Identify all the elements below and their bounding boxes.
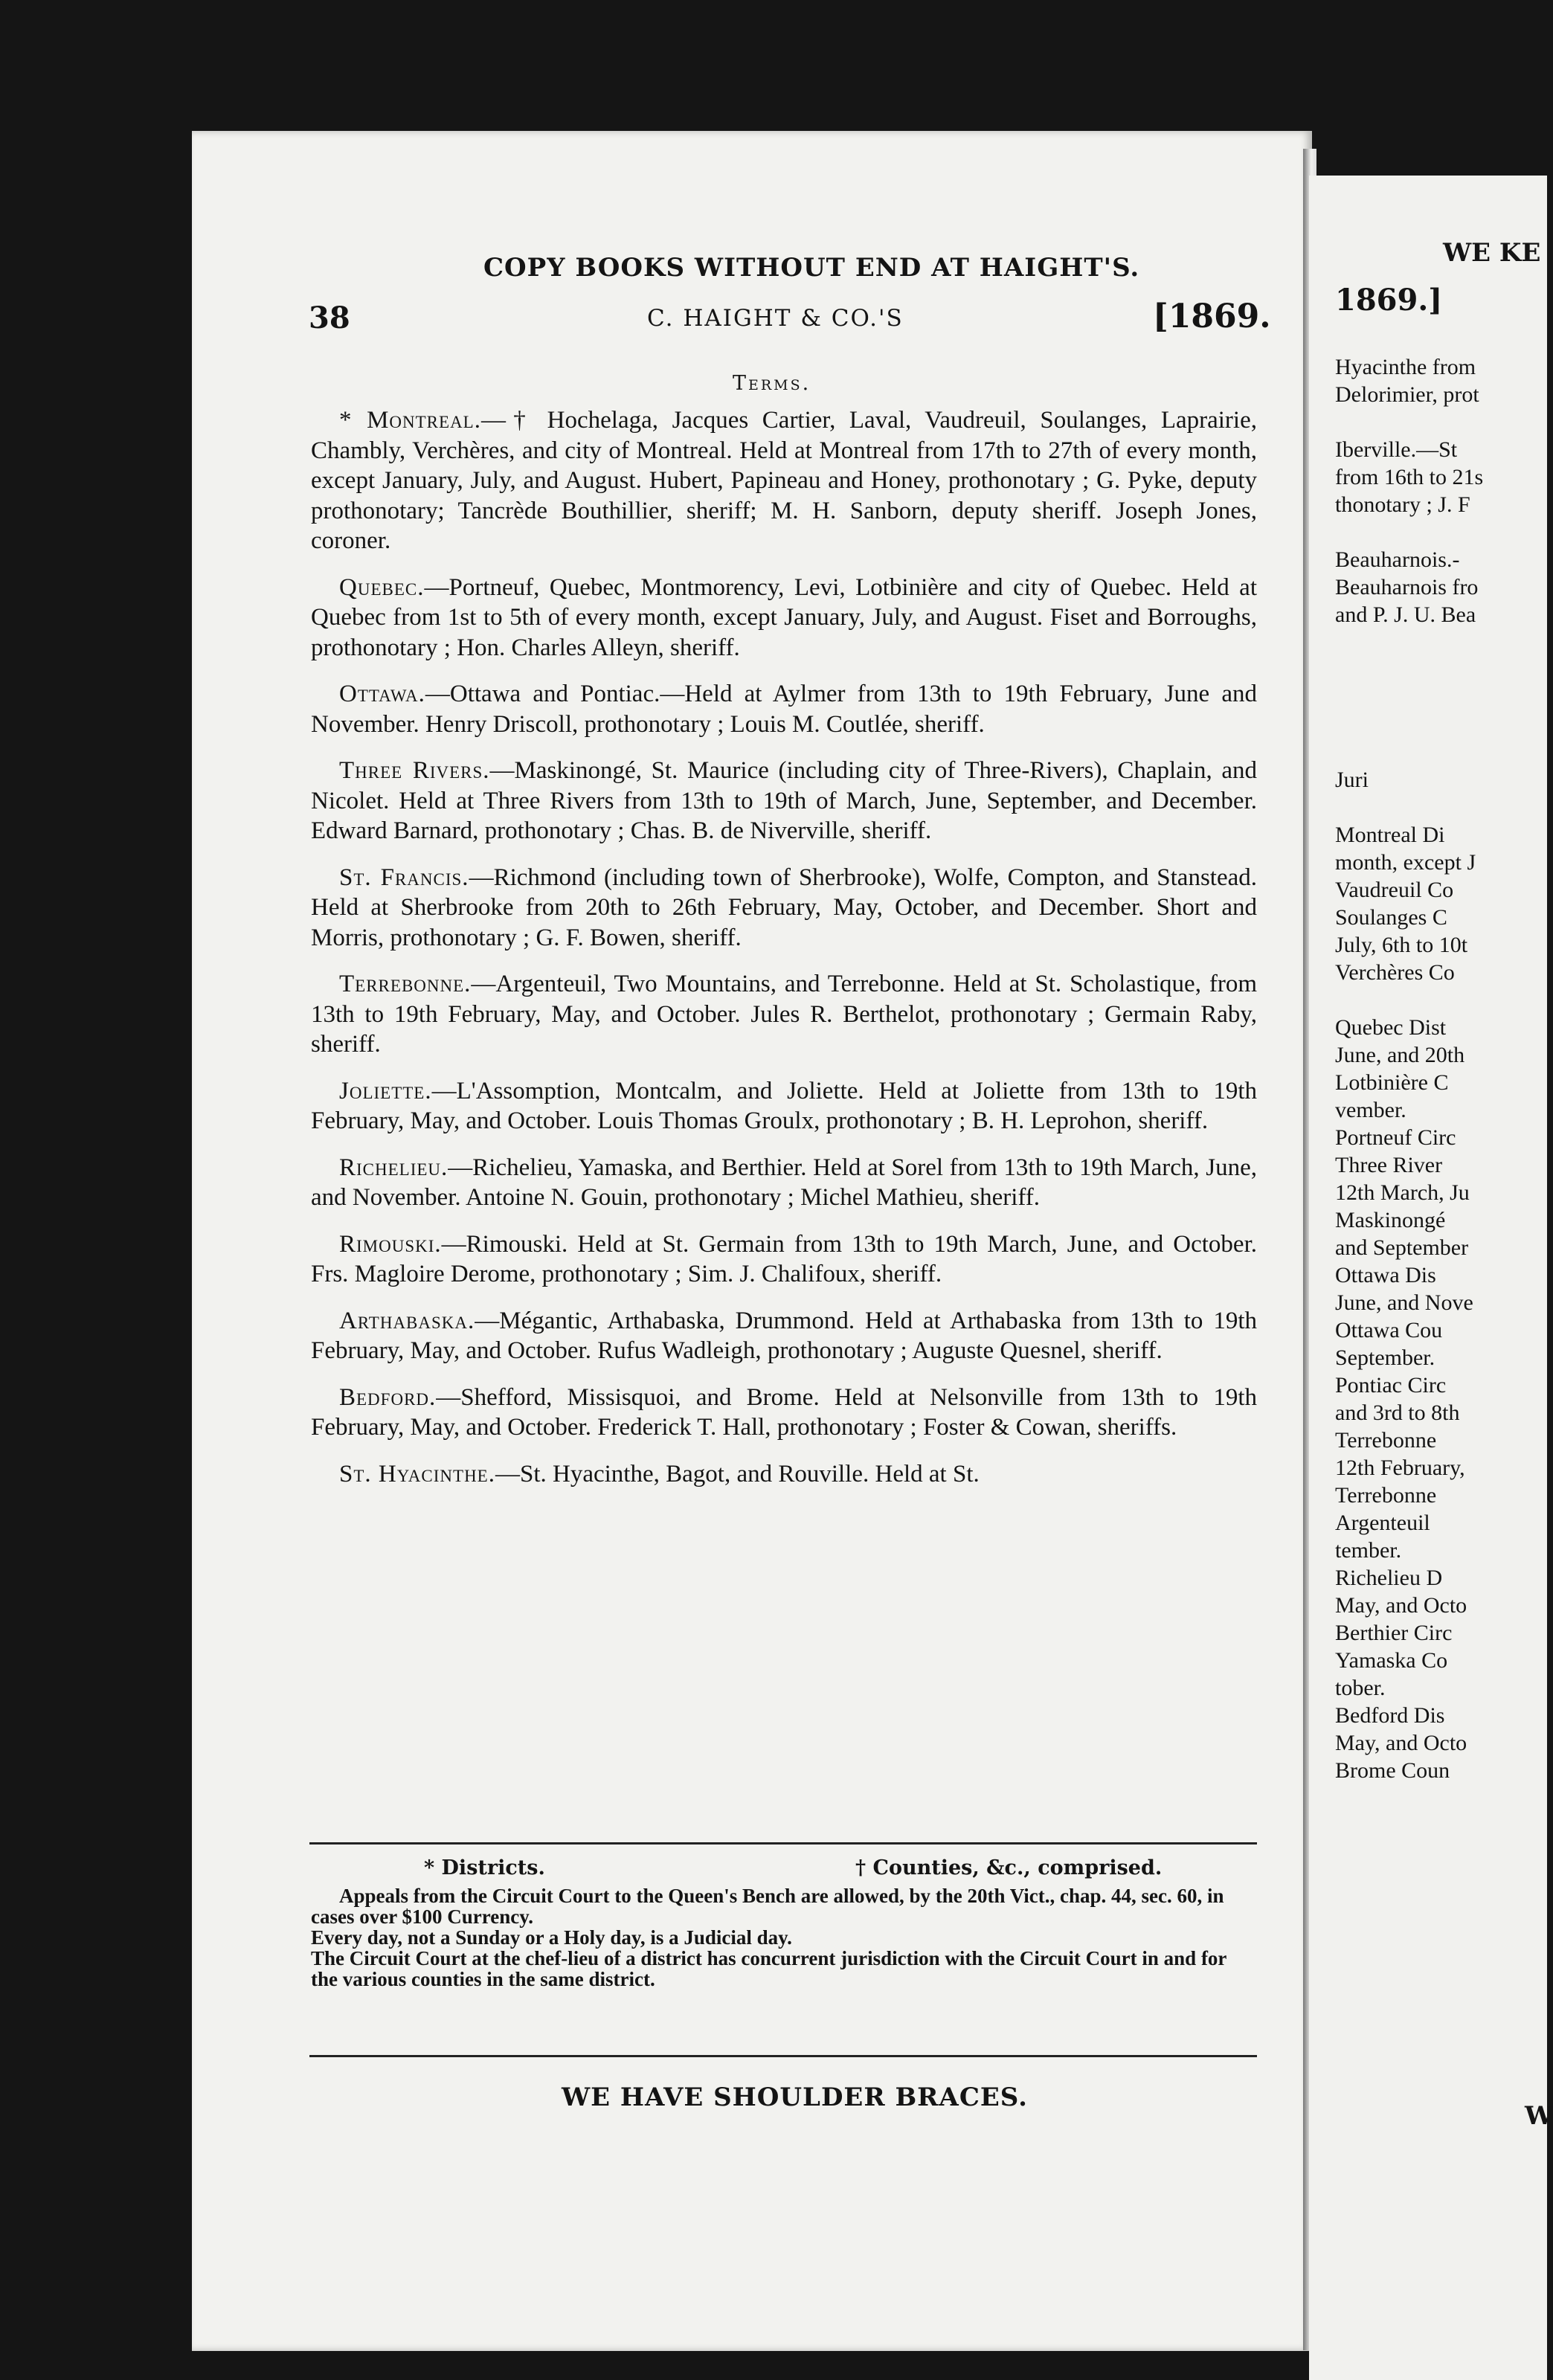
right-page-line bbox=[1335, 656, 1547, 684]
bottom-rule bbox=[309, 2055, 1257, 2057]
right-page-line: and 3rd to 8th bbox=[1335, 1400, 1460, 1425]
district-paragraph: Three Rivers.—Maskinongé, St. Maurice (including city of Three-Rivers), Chaplain, and Nicolet. Held at Three Rivers from 13th to 19th of March, June, September, and December. Edward Barnard, prothonotary ; Chas. B. de Niverville, sheriff. bbox=[311, 757, 1257, 844]
district-paragraph: St. Hyacinthe.—St. Hyacinthe, Bagot, and Rouville. Held at St. bbox=[339, 1460, 980, 1488]
right-page-line: month, except J bbox=[1335, 850, 1476, 875]
right-page-line: September. bbox=[1335, 1345, 1435, 1370]
right-page-line: from 16th to 21s bbox=[1335, 465, 1484, 489]
right-page-text bbox=[1335, 353, 1547, 1784]
district-paragraph: Richelieu.—Richelieu, Yamaska, and Berthier. Held at Sorel from 13th to 19th March, June, and November. Antoine N. Gouin, prothonotary ; Michel Mathieu, sheriff. bbox=[311, 1154, 1257, 1211]
right-page-line: July, 6th to 10t bbox=[1335, 933, 1468, 957]
footnote-counties: † Counties, &c., comprised. bbox=[855, 1856, 1163, 1879]
right-page-line: Argenteuil bbox=[1335, 1511, 1430, 1535]
right-page-line: Maskinongé bbox=[1335, 1208, 1446, 1232]
right-page-line: Verchères Co bbox=[1335, 960, 1455, 985]
right-page-line: Pontiac Circ bbox=[1335, 1373, 1447, 1398]
right-page-line: Beauharnois fro bbox=[1335, 575, 1479, 599]
right-page-line: thonotary ; J. F bbox=[1335, 492, 1470, 517]
right-page-line bbox=[1335, 408, 1547, 436]
district-paragraph: Terrebonne.—Argenteuil, Two Mountains, and Terrebonne. Held at St. Scholastique, from 13th to 19th February, May, and October. Jules R. Berthelot, prothonotary ; Germain Raby, sheriff. bbox=[311, 971, 1257, 1058]
advert-bottom: WE HAVE SHOULDER BRACES. bbox=[562, 2082, 1028, 2112]
note-appeals: Appeals from the Circuit Court to the Queen's Bench are allowed, by the 20th Vict., chap. 44, sec. 60, in cases over $100 Currency. bbox=[311, 1885, 1224, 1928]
notes-block bbox=[311, 1885, 1257, 1990]
right-page-line: 12th February, bbox=[1335, 1456, 1465, 1480]
right-page-line: Beauharnois.- bbox=[1335, 547, 1460, 572]
right-page-line bbox=[1335, 711, 1547, 739]
right-advert-bottom: W bbox=[1525, 2101, 1553, 2131]
section-title: Terms. bbox=[733, 372, 811, 395]
district-paragraph: Quebec.—Portneuf, Quebec, Montmorency, Levi, Lotbinière and city of Quebec. Held at Quebec from 1st to 5th of every month, except January, July, and August. Fiset and Borroughs, prothonotary ; Hon. Charles Alleyn, sheriff. bbox=[311, 573, 1257, 661]
district-paragraph: Joliette.—L'Assomption, Montcalm, and Joliette. Held at Joliette from 13th to 19th February, May, and October. Louis Thomas Groulx, prothonotary ; B. H. Leprohon, sheriff. bbox=[311, 1077, 1257, 1134]
right-page-line: Vaudreuil Co bbox=[1335, 878, 1454, 902]
note-jurisdiction: The Circuit Court at the chef-lieu of a district has concurrent jurisdiction with the Circuit Court in and for the various counties in the same district. bbox=[311, 1947, 1226, 1990]
right-page-line: 12th March, Ju bbox=[1335, 1180, 1470, 1205]
right-page-line: Brome Coun bbox=[1335, 1758, 1450, 1783]
right-advert-top: WE KE bbox=[1443, 238, 1541, 268]
terms-body bbox=[311, 405, 1257, 1505]
right-page-line: Iberville.—St bbox=[1335, 437, 1458, 462]
right-page-line: Soulanges C bbox=[1335, 905, 1447, 930]
right-page-line: tober. bbox=[1335, 1676, 1386, 1700]
page-number: 38 bbox=[309, 300, 350, 335]
page-year: [1869. bbox=[1153, 298, 1271, 335]
right-page-line: May, and Octo bbox=[1335, 1593, 1467, 1618]
right-page-line: Terrebonne bbox=[1335, 1428, 1437, 1453]
right-page-line: Berthier Circ bbox=[1335, 1621, 1453, 1645]
right-page-line bbox=[1335, 794, 1547, 821]
district-paragraph: * Montreal.—† Hochelaga, Jacques Cartier, Laval, Vaudreuil, Soulanges, Laprairie, Chambly, Verchères, and city of Montreal. Held at Montreal from 17th to 27th of every month, except January, July, and August. Hubert, Papineau and Honey, prothonotary ; G. Pyke, deputy prothonotary; Tancrède Bouthillier, sheriff; M. H. Sanborn, deputy sheriff. Joseph Jones, coroner. bbox=[311, 407, 1257, 554]
right-page-line bbox=[1335, 518, 1547, 546]
district-paragraph: Arthabaska.—Mégantic, Arthabaska, Drummond. Held at Arthabaska from 13th to 19th February, May, and October. Rufus Wadleigh, prothonotary ; Auguste Quesnel, sheriff. bbox=[311, 1307, 1257, 1364]
right-page-line bbox=[1335, 739, 1547, 766]
right-page-line: Three River bbox=[1335, 1153, 1443, 1177]
right-page-line: Ottawa Dis bbox=[1335, 1263, 1436, 1287]
right-page-line: Yamaska Co bbox=[1335, 1648, 1448, 1673]
right-page-year: 1869.] bbox=[1335, 283, 1443, 318]
right-page-line: tember. bbox=[1335, 1538, 1402, 1563]
right-page-line bbox=[1335, 986, 1547, 1014]
right-page-line: Ottawa Cou bbox=[1335, 1318, 1443, 1342]
district-paragraph: Rimouski.—Rimouski. Held at St. Germain from 13th to 19th March, June, and October. Frs. Magloire Derome, prothonotary ; Sim. J. Chalifoux, sheriff. bbox=[311, 1230, 1257, 1287]
right-page-line bbox=[1335, 684, 1547, 711]
right-page-line: and P. J. U. Bea bbox=[1335, 602, 1476, 627]
right-page-line bbox=[1335, 628, 1547, 656]
district-paragraph: Ottawa.—Ottawa and Pontiac.—Held at Aylmer from 13th to 19th February, June and November. Henry Driscoll, prothonotary ; Louis M. Coutlée, sheriff. bbox=[311, 681, 1257, 738]
right-page-line: May, and Octo bbox=[1335, 1731, 1467, 1755]
footnote-rule bbox=[309, 1842, 1257, 1844]
right-page-line: Richelieu D bbox=[1335, 1566, 1443, 1590]
district-paragraph: Bedford.—Shefford, Missisquoi, and Brome. Held at Nelsonville from 13th to 19th February, May, and October. Frederick T. Hall, prothonotary ; Foster & Cowan, sheriffs. bbox=[311, 1383, 1257, 1441]
right-page-line: Montreal Di bbox=[1335, 823, 1445, 847]
right-page-line: and September bbox=[1335, 1235, 1469, 1260]
right-page-line: June, and 20th bbox=[1335, 1043, 1465, 1067]
footnote-districts: * Districts. bbox=[424, 1856, 545, 1879]
right-page-line: Terrebonne bbox=[1335, 1483, 1437, 1508]
right-page-line: Bedford Dis bbox=[1335, 1703, 1445, 1728]
note-judicial-day: Every day, not a Sunday or a Holy day, is a Judicial day. bbox=[311, 1926, 792, 1949]
right-page-line: Juri bbox=[1335, 768, 1369, 792]
right-page-line: June, and Nove bbox=[1335, 1290, 1473, 1315]
right-page-line: Lotbinière C bbox=[1335, 1070, 1449, 1095]
district-paragraph: St. Francis.—Richmond (including town of Sherbrooke), Wolfe, Compton, and Stanstead. Held at Sherbrooke from 20th to 26th February, May, October, and December. Short and Morris, prothonotary ; G. F. Bowen, sheriff. bbox=[311, 863, 1258, 951]
right-page-line: vember. bbox=[1335, 1098, 1406, 1122]
right-page-line: Quebec Dist bbox=[1335, 1015, 1447, 1040]
right-page-line: Hyacinthe from bbox=[1335, 355, 1476, 379]
right-page-line: Portneuf Circ bbox=[1335, 1125, 1456, 1150]
advert-top: COPY BOOKS WITHOUT END AT HAIGHT'S. bbox=[483, 253, 1140, 283]
right-page-line: Delorimier, prot bbox=[1335, 382, 1479, 407]
running-head: C. HAIGHT & CO.'S bbox=[647, 305, 904, 332]
